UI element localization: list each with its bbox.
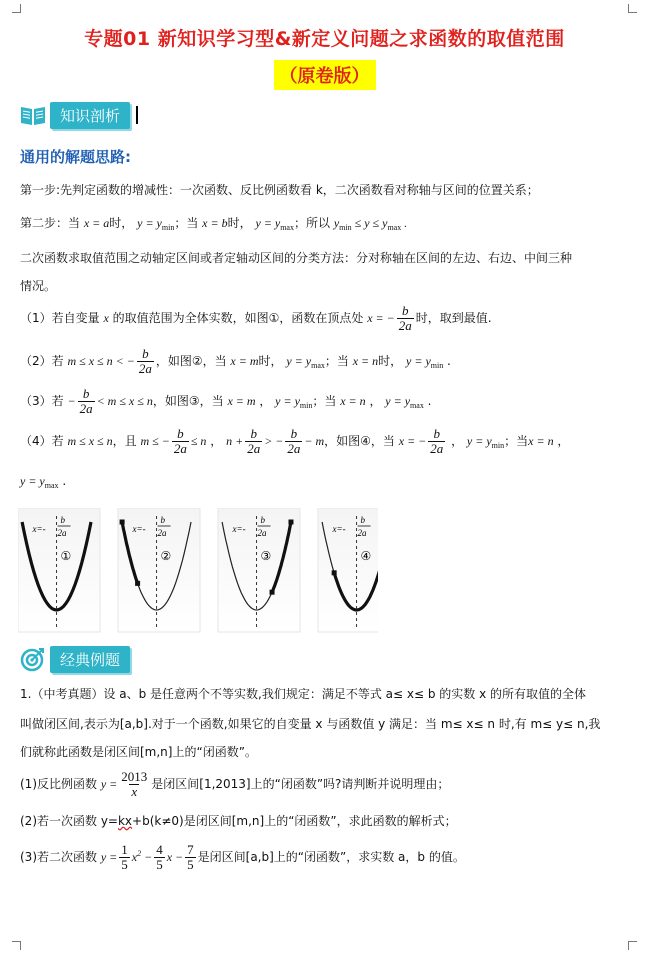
step1-text: 第一步:先判定函数的增减性：一次函数、反比例函数看 k，二次函数看对称轴与区间的位置关系； [20, 183, 539, 197]
step2-y-min: $y = y_{min}$ [137, 216, 175, 232]
step2-range: $y_{min} \le y \le y_{max}$ . [333, 216, 408, 232]
axis-label: x=- [332, 524, 346, 534]
page-title: 专题01 新知识学习型&新定义问题之求函数的取值范围 [84, 28, 565, 50]
section-knowledge-label: 知识剖析 [50, 102, 130, 129]
question3: (3)若二次函数 y = $\frac{1}{5}$ $x^2$ − $\frac{4}{5}$ x − $\frac{7}{5}$ 是闭区间[a,b]上的“闭函数”，求实数 a，b 的值。 [20, 842, 465, 872]
interval-endpoint [135, 581, 140, 586]
step2-text [20, 214, 632, 237]
frac-b-2a-5: $\frac{b}{2a}$ [247, 426, 261, 456]
axis-frac-den: 2a [57, 528, 67, 538]
axis-frac-num: b [260, 515, 266, 525]
frac-b-2a-3: $\frac{b}{2a}$ [79, 386, 93, 416]
step2-c: ；当 [174, 216, 199, 230]
frac-1-5: $\frac{1}{5}$ [121, 842, 128, 872]
step2-x-eq-b: x = b [202, 216, 228, 230]
figure-3 [218, 508, 300, 632]
corner-mark-tl [12, 4, 21, 13]
frac-2013-x: $\frac{2013}{x}$ [121, 769, 148, 799]
interval-endpoint [288, 520, 293, 525]
case4-cont: $y = y_{max}$ . [20, 474, 67, 490]
step2-e: ；所以 [293, 216, 330, 230]
corner-mark-bl [12, 941, 21, 950]
frac-b-2a-2: $\frac{b}{2a}$ [138, 346, 152, 376]
general-heading: 通用的解题思路: [20, 148, 131, 166]
parabola-figures [18, 508, 378, 636]
step2-a: 第二步：当 [20, 216, 81, 230]
interval-endpoint [120, 520, 125, 525]
section-knowledge [20, 101, 138, 129]
axis-frac-num: b [160, 515, 166, 525]
interval-endpoint [332, 570, 337, 575]
book-icon [20, 103, 46, 127]
step2-y-max: $y = y_{max}$ [255, 216, 294, 232]
interval-endpoint [270, 590, 275, 595]
section-examples [20, 645, 130, 673]
intro-line1: 二次函数求取值范围之动轴定区间或者定轴动区间的分类方法：分对称轴在区间的左边、右边、中间三种 [20, 251, 573, 265]
axis-frac-den: 2a [257, 528, 267, 538]
figure-number: ③ [260, 549, 272, 563]
example-line1: 1.（中考真题）设 a、b 是任意两个不等实数,我们规定：满足不等式 a≤ x≤ b 的实数 x 的所有取值的全体 [20, 687, 587, 701]
frac-7-5: $\frac{7}{5}$ [187, 842, 194, 872]
figure-2 [118, 508, 200, 632]
step2-d: 时， [227, 216, 252, 230]
target-icon [20, 646, 46, 672]
axis-frac-den: 2a [357, 528, 367, 538]
step2-x-eq-a: x = a [83, 216, 110, 230]
case2: （2）若 m ≤ x ≤ n < − $\frac{b}{2a}$ ，如图②，当 x = m时， $y = y_{max}$；当 x = n时， $y = y_{min}$ . [20, 346, 451, 376]
frac-4-5: $\frac{4}{5}$ [156, 842, 163, 872]
section-examples-label: 经典例题 [50, 646, 130, 673]
page-subtitle: （原卷版） [274, 60, 376, 90]
figure-1 [18, 508, 100, 632]
case1: （1）若自变量 x 的取值范围为全体实数，如图①，函数在顶点处 x = − $\frac{b}{2a}$ 时，取到最值. [20, 303, 492, 333]
text-cursor [136, 106, 138, 124]
figure-4 [318, 508, 378, 632]
figure-number: ④ [360, 549, 372, 563]
figure-number: ① [60, 549, 72, 563]
case3: （3）若 − $\frac{b}{2a}$ < m ≤ x ≤ n，如图③，当 x = m ， $y = y_{min}$；当 x = n ， $y = y_{max}$ . [20, 386, 432, 416]
frac-b-2a-6: $\frac{b}{2a}$ [287, 426, 301, 456]
case4: （4）若 m ≤ x ≤ n，且 m ≤ − $\frac{b}{2a}$ ≤ n ， n + $\frac{b}{2a}$ > − $\frac{b}{2a}$ − m，如图④，当 x = − $\frac{b}{2a}$ ， $y = y_{min}$；当x = n ， [20, 426, 570, 456]
corner-mark-tr [628, 4, 637, 13]
subtitle-wrap [0, 60, 649, 90]
step2-b: 时， [109, 216, 134, 230]
axis-label: x=- [132, 524, 146, 534]
frac-b-2a-4: $\frac{b}{2a}$ [173, 426, 187, 456]
axis-label: x=- [32, 524, 46, 534]
example-line3: 们就称此函数是闭区间[m,n]上的“闭函数”。 [20, 745, 257, 759]
figure-number: ② [160, 549, 172, 563]
intro-line2: 情况。 [20, 279, 57, 293]
axis-frac-num: b [360, 515, 366, 525]
axis-frac-den: 2a [157, 528, 167, 538]
axis-label: x=- [232, 524, 246, 534]
example-line2: 叫做闭区间,表示为[a,b].对于一个函数,如果它的自变量 x 与函数值 y 满足：当 m≤ x≤ n 时,有 m≤ y≤ n,我 [20, 717, 601, 731]
question1: (1)反比例函数 y = $\frac{2013}{x}$ 是闭区间[1,2013]上的“闭函数”吗?请判断并说明理由； [20, 769, 450, 799]
frac-b-2a-1: $\frac{b}{2a}$ [398, 303, 412, 333]
axis-frac-num: b [60, 515, 66, 525]
corner-mark-br [628, 941, 637, 950]
question2: (2)若一次函数 y=kx+b(k≠0)是闭区间[m,n]上的“闭函数”，求此函数的解析式； [20, 814, 457, 828]
frac-b-2a-7: $\frac{b}{2a}$ [430, 426, 444, 456]
